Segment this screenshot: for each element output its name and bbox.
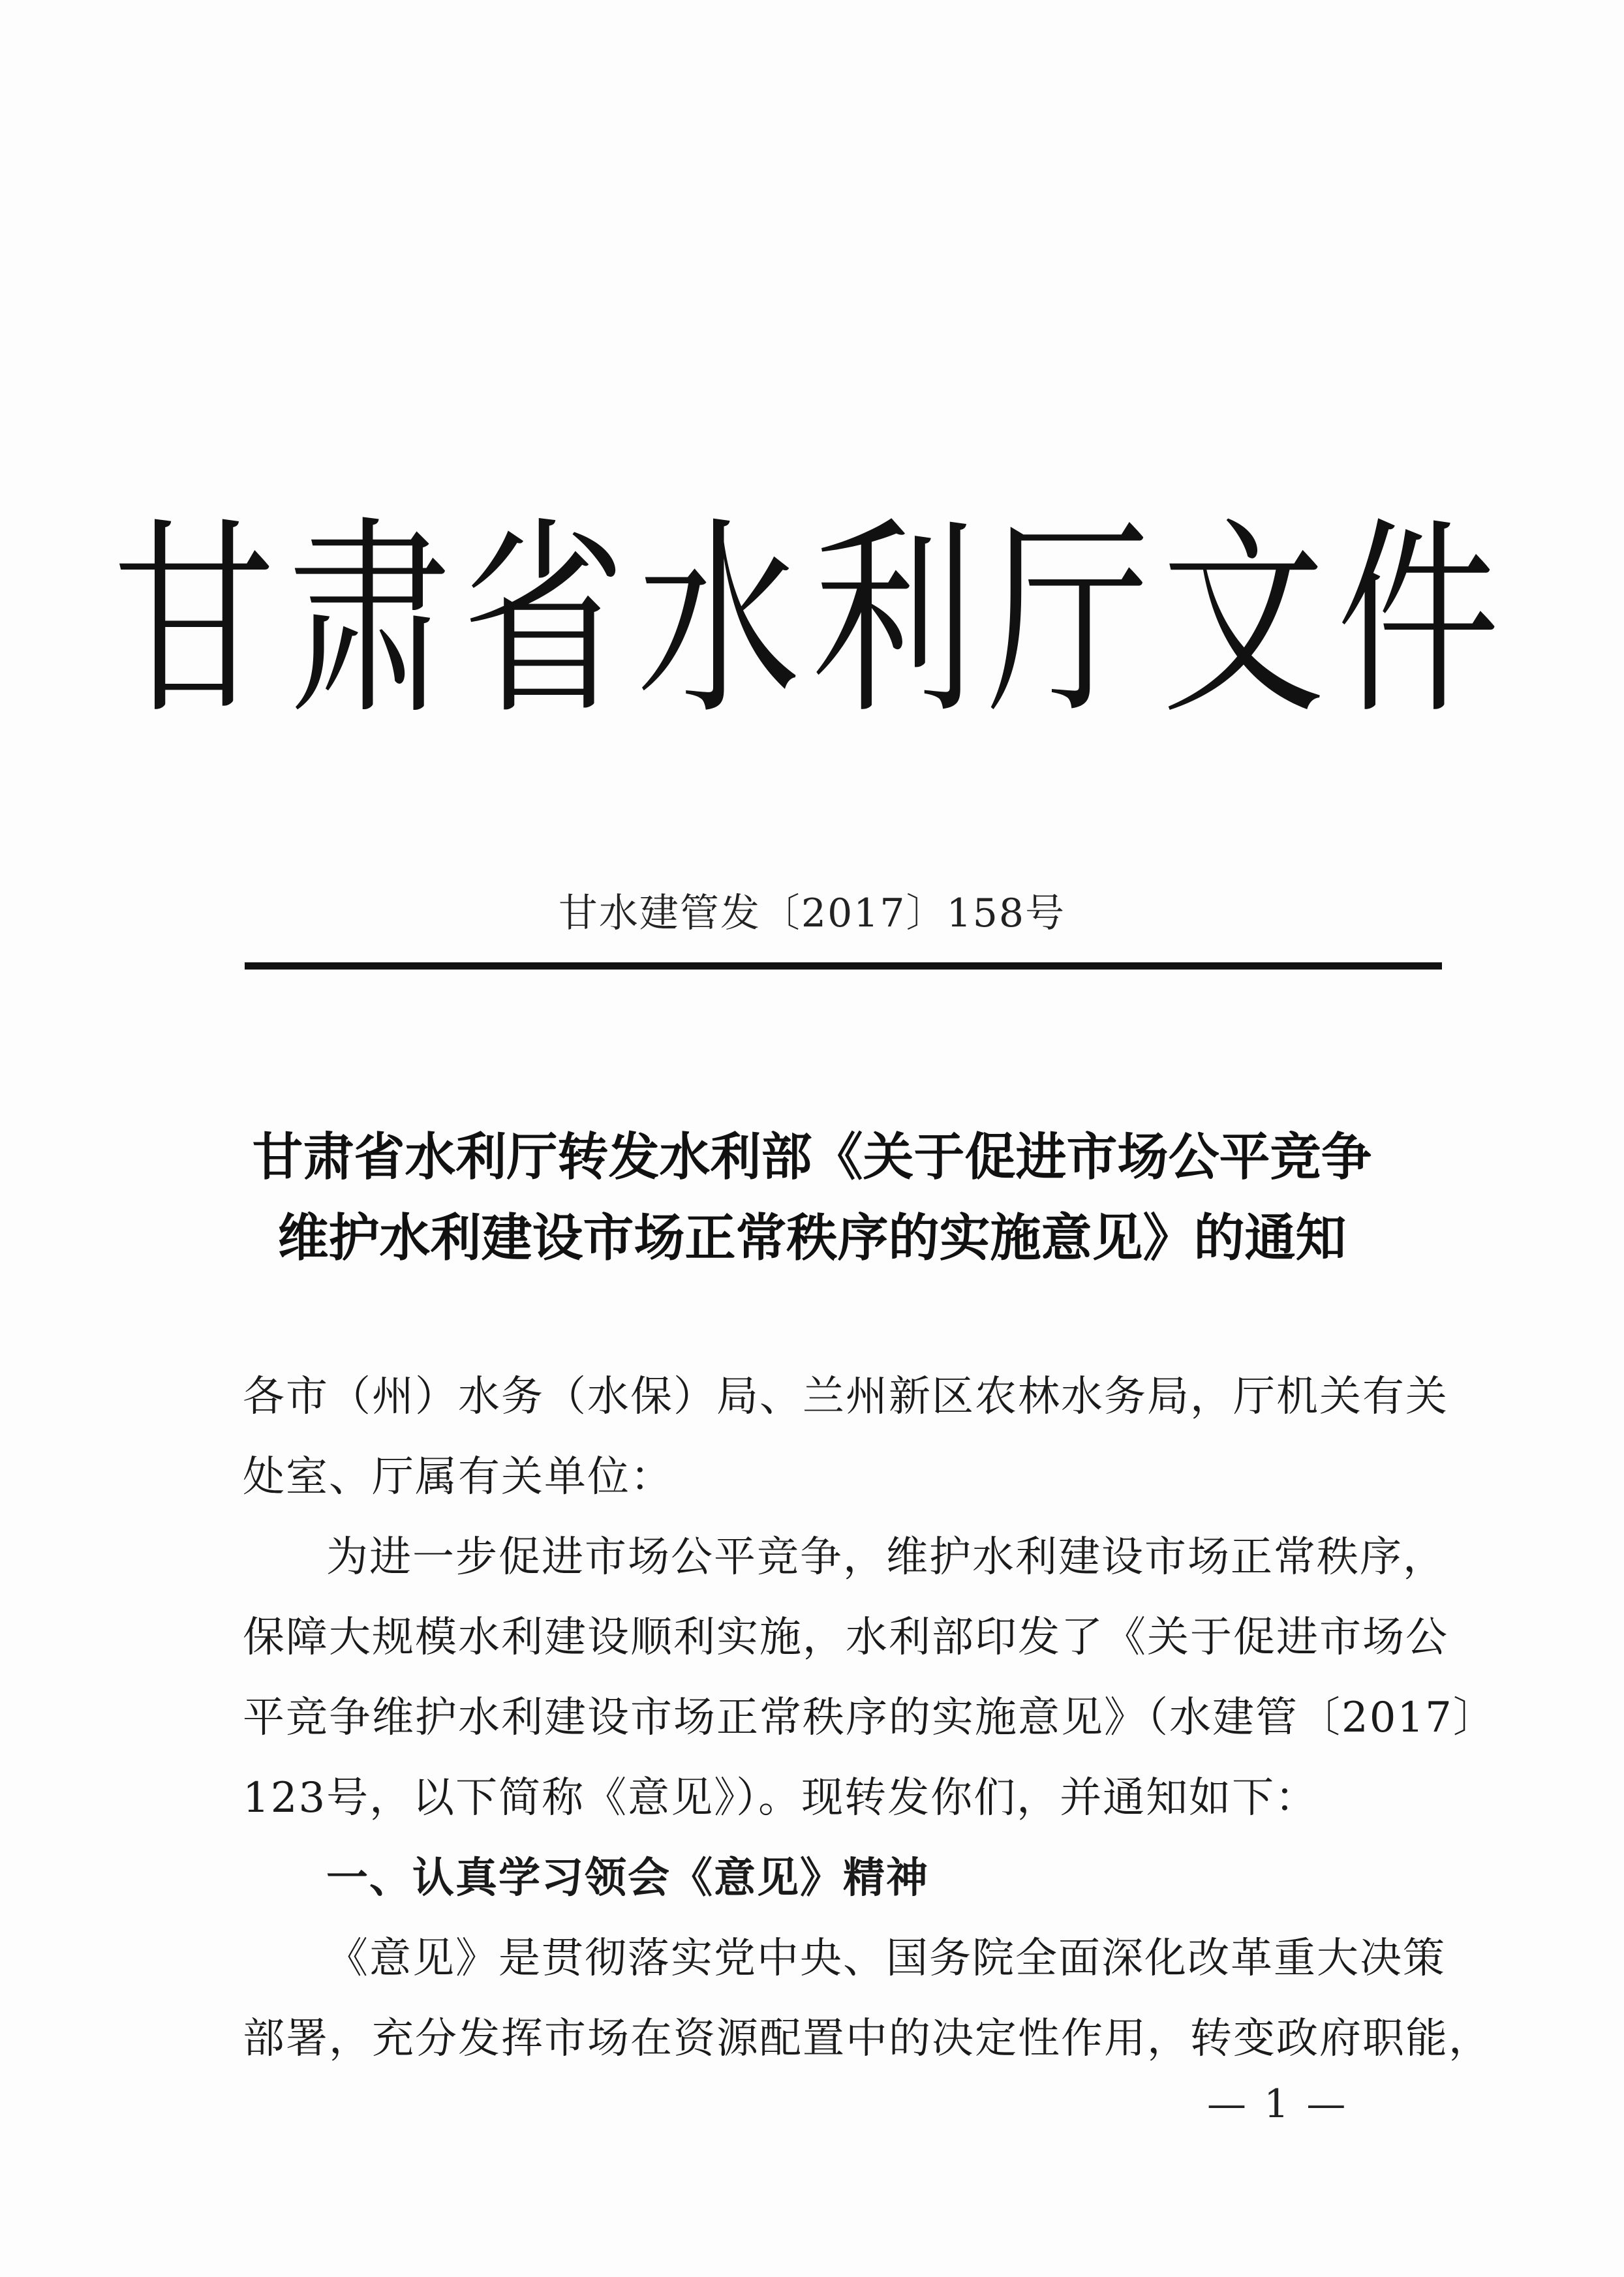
paragraph-1-line-4: 123号，以下简称《意见》）。现转发你们，并通知如下：: [243, 1774, 1319, 1822]
page-number: — 1 —: [1207, 2081, 1349, 2127]
document-number: 甘水建管发〔2017〕158号: [558, 891, 1066, 936]
paragraph-2-line-1: 《意见》是贯彻落实党中央、国务院全面深化改革重大决策: [326, 1934, 1446, 1983]
paragraph-1-line-2: 保障大规模水利建设顺利实施，水利部印发了《关于促进市场公: [243, 1613, 1448, 1662]
header-divider: [245, 962, 1442, 970]
addressee-line-1: 各市（州）水务（水保）局、兰州新区农林水务局，厅机关有关: [243, 1373, 1448, 1421]
paragraph-2-line-2: 部署，充分发挥市场在资源配置中的决定性作用，转变政府职能，: [243, 2015, 1492, 2063]
document-body: [243, 1357, 1496, 2079]
issuer-header: 甘肃省水利厅文件: [112, 499, 1512, 742]
section-1-heading: 一、认真学习领会《意见》精神: [326, 1854, 929, 1903]
paragraph-1-line-3: 平竞争维护水利建设市场正常秩序的实施意见》（水建管〔2017〕: [243, 1694, 1496, 1742]
addressee-line-2: 处室、厅属有关单位：: [243, 1453, 673, 1501]
paragraph-1-line-1: 为进一步促进市场公平竞争，维护水利建设市场正常秩序，: [326, 1533, 1446, 1582]
title-line-1: 甘肃省水利厅转发水利部《关于促进市场公平竞争: [252, 1128, 1372, 1187]
document-title: [196, 1117, 1428, 1279]
title-line-2: 维护水利建设市场正常秩序的实施意见》的通知: [277, 1209, 1347, 1268]
